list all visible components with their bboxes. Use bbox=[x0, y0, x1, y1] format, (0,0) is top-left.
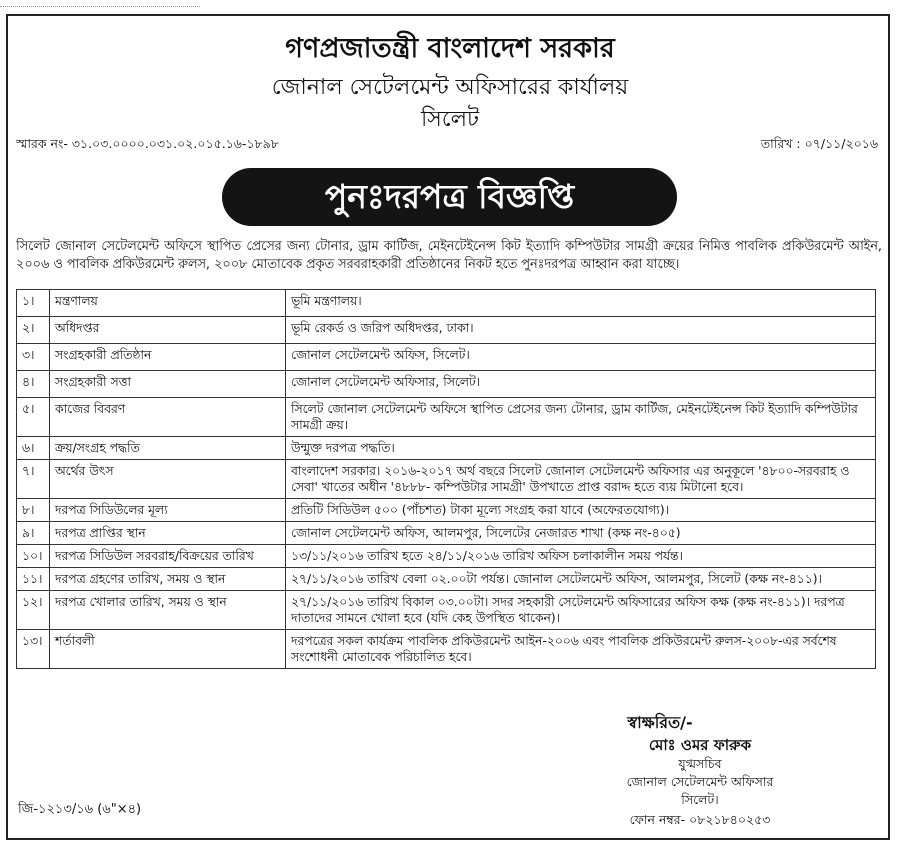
table-row bbox=[17, 591, 876, 630]
row-detail: প্রতিটি সিডিউল ৫০০ (পাঁচশত) টাকা মূল্যে সংগ্রহ করা যাবে (অফেরতযোগ্য)। bbox=[286, 499, 876, 522]
row-item: দরপত্র প্রাপ্তির স্থান bbox=[50, 522, 286, 545]
office-title: জোনাল সেটেলমেন্ট অফিসারের কার্যালয় bbox=[271, 75, 629, 100]
row-number: ৬। bbox=[17, 437, 50, 460]
row-item: মন্ত্রণালয় bbox=[50, 290, 286, 317]
row-detail: সিলেট জোনাল সেটেলমেন্ট অফিসে স্থাপিত প্রেসের জন্য টোনার, ড্রাম কার্টিজ, মেইনটেইনেন্স কিট ইত্যাদি কম্পিউটার সামগ্রী ক্রয়। bbox=[286, 398, 876, 437]
row-number: ৭। bbox=[17, 460, 50, 499]
row-item: শর্তাবলী bbox=[50, 630, 286, 669]
row-detail: ২৭/১১/২০১৬ তারিখ বিকাল ০৩.০০টা। সদর সহকারী সেটেলমেন্ট অফিসারের অফিস কক্ষ (কক্ষ নং-৪১১)। দরপত্র দাতাদের সামনে খোলা হবে (যদি কেহ উপস্থিত থাকেন)। bbox=[286, 591, 876, 630]
government-title: গণপ্রজাতন্ত্রী বাংলাদেশ সরকার bbox=[285, 33, 615, 64]
row-detail: জোনাল সেটেলমেন্ট অফিসার, সিলেট। bbox=[286, 371, 876, 398]
row-number: ১৩। bbox=[17, 630, 50, 669]
row-number: ৩। bbox=[17, 344, 50, 371]
signed-label: স্বাক্ষরিত/- bbox=[627, 713, 693, 732]
row-number: ৫। bbox=[17, 398, 50, 437]
office-city: সিলেট bbox=[420, 107, 480, 132]
row-number: ৮। bbox=[17, 499, 50, 522]
signatory-designation: যুগ্মসচিব bbox=[678, 756, 722, 771]
row-number: ৪। bbox=[17, 371, 50, 398]
memo-number: স্মারক নং- ৩১.০৩.০০০০.০৩১.০২.০১৫.১৬-১৮৯৮ bbox=[16, 136, 279, 151]
row-number: ২। bbox=[17, 317, 50, 344]
row-number: ১১। bbox=[17, 568, 50, 591]
row-detail: ভূমি রেকর্ড ও জরিপ অধিদপ্তর, ঢাকা। bbox=[286, 317, 876, 344]
row-detail: ভূমি মন্ত্রণালয়। bbox=[286, 290, 876, 317]
row-item: দরপত্র সিডিউল সরবরাহ/বিক্রয়ের তারিখ bbox=[50, 545, 286, 568]
tender-details-table bbox=[16, 289, 876, 669]
signatory-city: সিলেট। bbox=[681, 792, 719, 807]
row-detail: জোনাল সেটেলমেন্ট অফিস, আলমপুর, সিলেটের নেজারত শাখা (কক্ষ নং-৪০৫) bbox=[286, 522, 876, 545]
row-item: দরপত্র সিডিউলের মূল্য bbox=[50, 499, 286, 522]
reference-code: জি-১২১৩/১৬ (৬"×৪) bbox=[18, 802, 142, 817]
row-detail: ২৭/১১/২০১৬ তারিখ বেলা ০২.০০টা পর্যন্ত। জোনাল সেটেলমেন্ট অফিস, আলমপুর, সিলেট (কক্ষ নং-৪১১)। bbox=[286, 568, 876, 591]
row-detail: বাংলাদেশ সরকার। ২০১৬-২০১৭ অর্থ বছরে সিলেট জোনাল সেটেলমেন্ট অফিসার এর অনুকূলে '৪৮০০-সরবরাহ ও সেবা' খাতের অধীন '৪৮৮৮- কম্পিউটার সামগ্রী' উপখাতে প্রাপ্ত বরাদ্দ হতে ব্যয় মিটানো হবে। bbox=[286, 460, 876, 499]
table-row bbox=[17, 568, 876, 591]
table-row bbox=[17, 522, 876, 545]
table-row bbox=[17, 499, 876, 522]
table-row bbox=[17, 344, 876, 371]
row-item: কাজের বিবরণ bbox=[50, 398, 286, 437]
signatory-phone: ফোন নম্বর- ০৮২১৮৪০২৫৩ bbox=[629, 812, 771, 827]
row-item: সংগ্রহকারী প্রতিষ্ঠান bbox=[50, 344, 286, 371]
row-item: সংগ্রহকারী সত্তা bbox=[50, 371, 286, 398]
row-number: ১২। bbox=[17, 591, 50, 630]
notice-date: তারিখ : ০৭/১১/২০১৬ bbox=[760, 136, 878, 151]
row-detail: জোনাল সেটেলমেন্ট অফিস, সিলেট। bbox=[286, 344, 876, 371]
intro-paragraph: সিলেট জোনাল সেটেলমেন্ট অফিসে স্থাপিত প্রেসের জন্য টোনার, ড্রাম কার্টিজ, মেইনটেইনেন্স কিট ইত্যাদি কম্পিউটার সামগ্রী ক্রয়ের নিমিত্ত পাবলিক প্রকিউরমেন্ট আইন, ২০০৬ ও পাবলিক প্রকিউরমেন্ট রুলস, ২০০৮ মোতাবেক প্রকৃত সরবরাহকারী প্রতিষ্ঠানের নিকট হতে পুনঃদরপত্র আহ্বান করা যাচ্ছে। bbox=[16, 239, 882, 272]
table-row bbox=[17, 290, 876, 317]
top-crop-line bbox=[0, 0, 200, 7]
table-row bbox=[17, 317, 876, 344]
row-detail: উন্মুক্ত দরপত্র পদ্ধতি। bbox=[286, 437, 876, 460]
row-number: ১। bbox=[17, 290, 50, 317]
row-number: ৯। bbox=[17, 522, 50, 545]
table-row bbox=[17, 545, 876, 568]
banner-title: পুনঃদরপত্র বিজ্ঞপ্তি bbox=[324, 177, 575, 216]
row-item: অধিদপ্তর bbox=[50, 317, 286, 344]
row-item: দরপত্র খোলার তারিখ, সময় ও স্থান bbox=[50, 591, 286, 630]
table-row bbox=[17, 398, 876, 437]
row-item: অর্থের উৎস bbox=[50, 460, 286, 499]
row-detail: দরপত্রের সকল কার্যক্রম পাবলিক প্রকিউরমেন্ট আইন-২০০৬ এবং পাবলিক প্রকিউরমেন্ট রুলস-২০০৮-এর সর্বশেষ সংশোধনী মোতাবেক পরিচালিত হবে। bbox=[286, 630, 876, 669]
table-row bbox=[17, 371, 876, 398]
row-item: ক্রয়/সংগ্রহ পদ্ধতি bbox=[50, 437, 286, 460]
table-row bbox=[17, 437, 876, 460]
table-row bbox=[17, 460, 876, 499]
row-detail: ১৩/১১/২০১৬ তারিখ হতে ২৪/১১/২০১৬ তারিখ অফিস চলাকালীন সময় পর্যন্ত। bbox=[286, 545, 876, 568]
signatory-name: মোঃ ওমর ফারুক bbox=[648, 736, 752, 754]
row-item: দরপত্র গ্রহণের তারিখ, সময় ও স্থান bbox=[50, 568, 286, 591]
row-number: ১০। bbox=[17, 545, 50, 568]
signatory-office: জোনাল সেটেলমেন্ট অফিসার bbox=[626, 774, 774, 789]
table-row bbox=[17, 630, 876, 669]
notice-banner bbox=[222, 168, 677, 226]
